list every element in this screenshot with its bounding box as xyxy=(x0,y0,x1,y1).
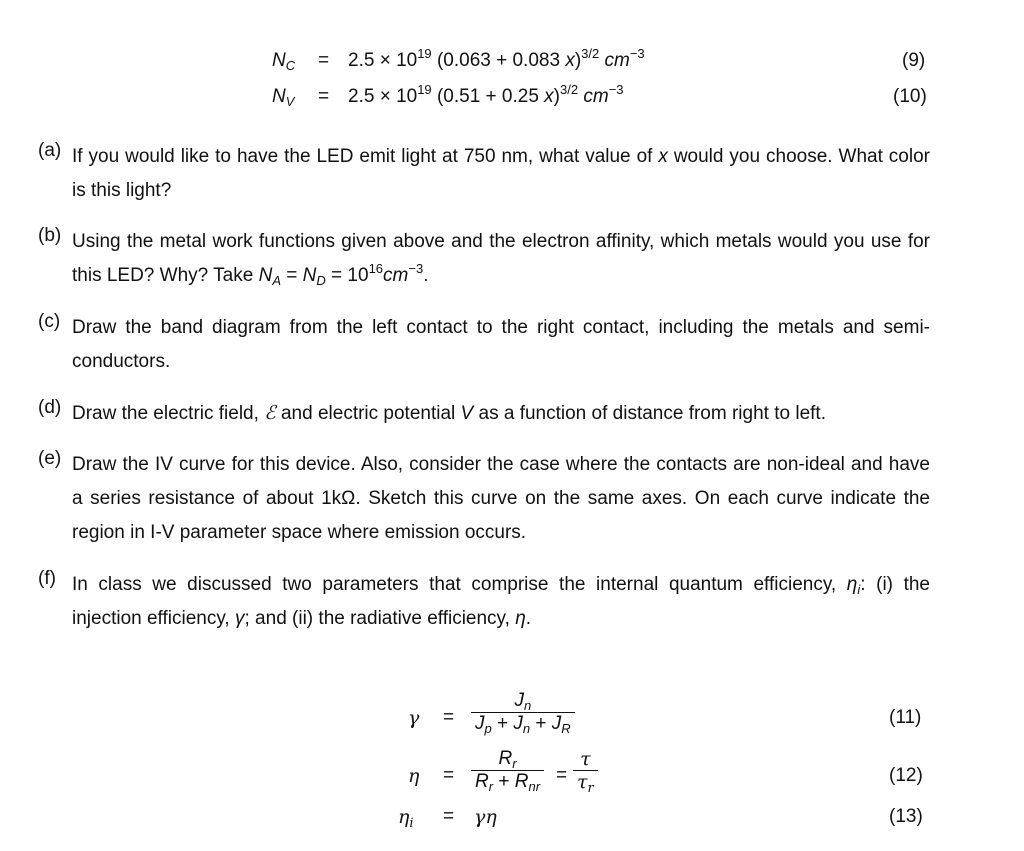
eq12-number: (12) xyxy=(889,765,923,786)
eq13-number: (13) xyxy=(889,806,923,827)
superscript: 19 xyxy=(417,46,432,61)
subscript: n xyxy=(522,721,531,736)
question-f xyxy=(38,568,930,636)
subscript: A xyxy=(272,273,281,288)
text-segment: . xyxy=(423,265,429,286)
eq9-rhs xyxy=(348,46,645,72)
question-c xyxy=(38,311,930,379)
text-segment: η xyxy=(515,608,526,629)
question-b xyxy=(38,225,930,293)
text-segment: N xyxy=(258,265,273,286)
superscript: 19 xyxy=(417,82,432,97)
text-segment: = xyxy=(280,265,303,286)
text-segment: = 10 xyxy=(325,265,369,286)
eq11-equals: = xyxy=(443,707,455,728)
text-segment: J xyxy=(475,713,485,734)
question-text xyxy=(72,397,930,431)
text-segment: J xyxy=(513,713,523,734)
subscript: V xyxy=(285,94,295,109)
eq12-lhs: η xyxy=(408,765,420,787)
eq9-lhs xyxy=(272,50,295,72)
subscript: nr xyxy=(528,779,541,794)
text-segment: Using the metal work functions given above and the electron affinity, which metals would you use for this LED? Why? Take xyxy=(72,231,930,286)
text-segment: Draw the IV curve for this device. Also, consider the case where the contacts are non-ideal and have a series resistance of about 1kΩ. Sketch this curve on the same axes. On each curve indicate the region in I-V parameter space where emission occurs. xyxy=(72,454,930,543)
text-segment: cm xyxy=(583,86,609,107)
eq10-rhs xyxy=(348,82,624,108)
text-segment: N xyxy=(272,86,286,107)
text-segment: J xyxy=(551,713,562,734)
text-segment: R xyxy=(475,771,489,792)
question-label: (e) xyxy=(38,448,62,469)
text-segment: + xyxy=(493,771,515,792)
text-segment: J xyxy=(514,690,524,711)
subscript: i xyxy=(409,816,414,831)
question-label: (a) xyxy=(38,140,62,161)
text-segment: N xyxy=(272,50,286,71)
text-segment: + xyxy=(491,713,514,734)
eq12-denominator-2 xyxy=(573,770,598,796)
question-d xyxy=(38,397,930,431)
text-segment: 2.5 × 10 xyxy=(348,50,418,71)
eq10-lhs xyxy=(272,86,294,108)
question-text xyxy=(72,311,930,379)
text-segment: ) xyxy=(553,86,560,107)
question-label: (d) xyxy=(38,397,62,418)
subscript: C xyxy=(285,58,296,73)
superscript: 3/2 xyxy=(581,46,600,61)
superscript: 16 xyxy=(368,261,384,276)
eq13-rhs: γη xyxy=(474,806,497,828)
eq12-fraction-2 xyxy=(573,748,598,796)
question-text xyxy=(72,225,930,293)
superscript: −3 xyxy=(408,261,424,276)
question-text xyxy=(72,140,930,208)
text-segment: cm xyxy=(604,50,630,71)
eq12-equals-2: = xyxy=(556,765,568,786)
text-segment: R xyxy=(498,748,513,769)
subscript: n xyxy=(523,698,532,713)
question-label: (f) xyxy=(38,568,56,589)
text-segment: and electric potential xyxy=(275,403,461,424)
eq9-number: (9) xyxy=(902,50,926,71)
text-segment: τ xyxy=(577,771,588,793)
text-segment: τ xyxy=(580,748,591,770)
eq12-fraction xyxy=(471,748,544,793)
text-segment: ; and (ii) the radiative efficiency, xyxy=(244,608,516,629)
text-segment: as a function of distance from right to left. xyxy=(473,403,826,424)
eq12-equals: = xyxy=(443,765,455,786)
eq12-numerator xyxy=(471,748,544,770)
subscript: r xyxy=(587,781,594,796)
text-segment: . xyxy=(525,608,532,629)
text-segment: x xyxy=(544,86,554,107)
subscript: R xyxy=(561,721,571,736)
text-segment: : (i) the injection efficiency, xyxy=(72,574,930,629)
text-segment: R xyxy=(514,771,529,792)
superscript: 3/2 xyxy=(560,82,579,97)
text-segment: η xyxy=(398,806,410,828)
text-segment: Draw the band diagram from the left contact to the right contact, including the metals and semi-conductors. xyxy=(72,317,930,372)
question-text xyxy=(72,568,930,636)
question-label: (c) xyxy=(38,311,61,332)
eq10-equals: = xyxy=(318,86,330,107)
question-label: (b) xyxy=(38,225,62,246)
text-segment: cm xyxy=(383,265,409,286)
text-segment: η xyxy=(846,574,858,595)
eq11-denominator xyxy=(471,712,575,735)
eq9-equals: = xyxy=(318,50,330,71)
text-segment: N xyxy=(302,265,317,286)
superscript: −3 xyxy=(629,46,645,61)
eq13-lhs xyxy=(398,806,414,831)
eq11-lhs: γ xyxy=(408,707,420,729)
subscript: i xyxy=(857,582,861,597)
text-segment: (0.51 + 0.25 xyxy=(431,86,545,107)
eq10-number: (10) xyxy=(893,86,927,107)
superscript: −3 xyxy=(608,82,624,97)
eq12-denominator xyxy=(471,770,544,793)
eq11-number: (11) xyxy=(889,707,922,728)
text-segment: In class we discussed two parameters that comprise the internal quantum efficiency, xyxy=(72,574,847,595)
text-segment: 2.5 × 10 xyxy=(348,86,418,107)
eq12-numerator-2 xyxy=(573,748,598,770)
eq11-fraction xyxy=(471,690,575,735)
text-segment: V xyxy=(460,403,474,424)
text-segment: Draw the electric field, xyxy=(72,403,265,424)
text-segment: ℰ xyxy=(264,403,276,424)
text-segment: would you choose. What color is this light? xyxy=(72,146,930,201)
subscript: p xyxy=(484,721,492,736)
text-segment: ) xyxy=(574,50,582,71)
text-segment: γ xyxy=(235,608,245,629)
question-e xyxy=(38,448,930,550)
text-segment: x xyxy=(565,50,575,71)
eq13-equals: = xyxy=(443,806,455,827)
question-a xyxy=(38,140,930,208)
text-segment: x xyxy=(658,146,668,167)
subscript: r xyxy=(488,779,494,794)
text-segment: + xyxy=(530,713,552,734)
subscript: D xyxy=(316,273,326,288)
eq11-numerator xyxy=(471,690,575,712)
text-segment: If you would like to have the LED emit light at 750 nm, what value of xyxy=(72,146,659,167)
question-text xyxy=(72,448,930,550)
subscript: r xyxy=(512,756,517,771)
text-segment: (0.063 + 0.083 xyxy=(431,50,566,71)
